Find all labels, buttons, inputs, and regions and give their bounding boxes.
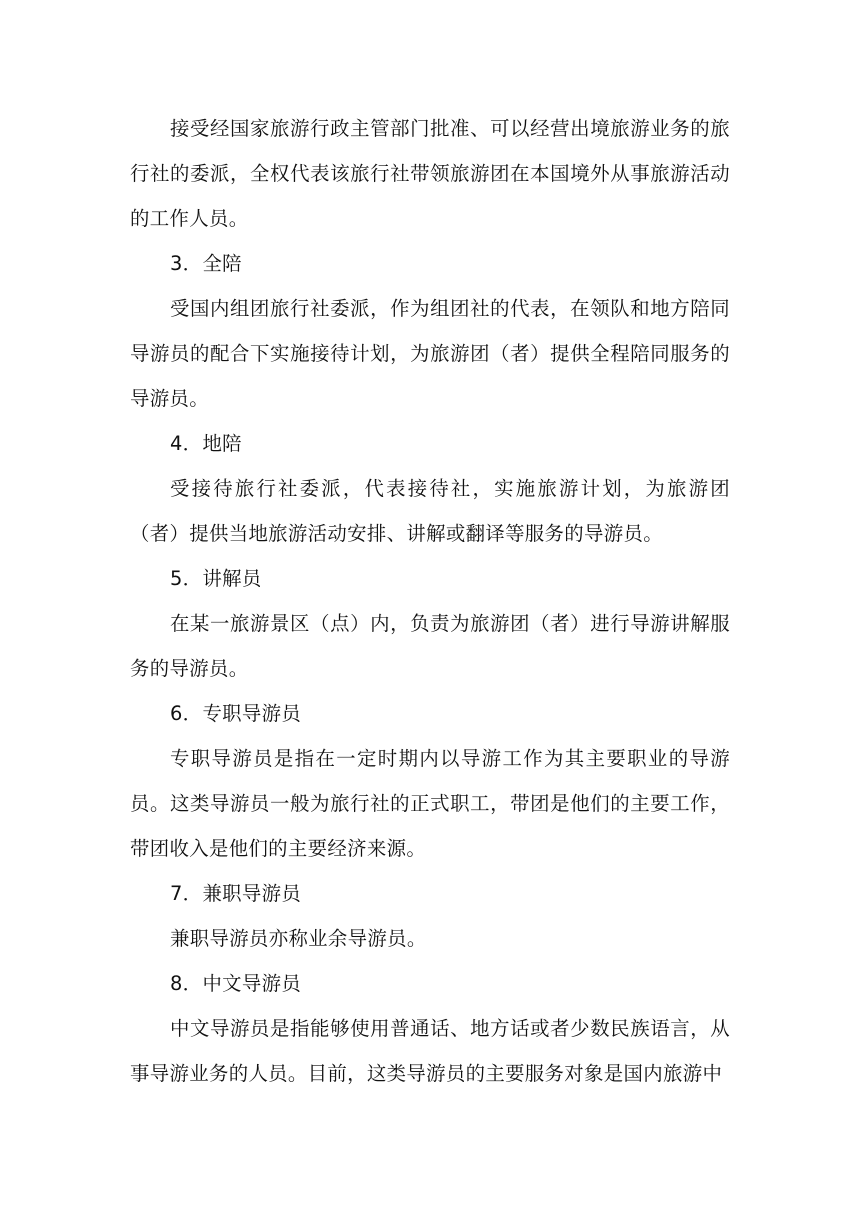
heading-number: 6．	[170, 702, 203, 725]
heading-number: 4．	[170, 432, 203, 455]
paragraph-part-time-guide-definition: 兼职导游员亦称业余导游员。	[170, 927, 427, 950]
heading-site-interpreter	[130, 556, 730, 601]
paragraph-tour-leader-definition: 接受经国家旅游行政主管部门批准、可以经营出境旅游业务的旅行社的委派，全权代表该旅行社带领旅游团在本国境外从事旅游活动的工作人员。	[130, 117, 730, 230]
heading-title: 专职导游员	[202, 702, 302, 725]
paragraph-chinese-guide-definition: 中文导游员是指能够使用普通话、地方话或者少数民族语言，从事导游业务的人员。目前，这类导游员的主要服务对象是国内旅游中	[130, 1017, 730, 1085]
document-body	[130, 106, 730, 1096]
heading-number: 8．	[170, 972, 203, 995]
paragraph-site-interpreter-definition: 在某一旅游景区（点）内，负责为旅游团（者）进行导游讲解服务的导游员。	[130, 612, 730, 680]
heading-full-time-guide	[130, 691, 730, 736]
heading-title: 兼职导游员	[202, 882, 302, 905]
heading-national-guide	[130, 241, 730, 286]
heading-title: 地陪	[202, 432, 242, 455]
heading-number: 7．	[170, 882, 203, 905]
heading-chinese-guide	[130, 961, 730, 1006]
heading-part-time-guide	[130, 871, 730, 916]
paragraph-full-time-guide-definition: 专职导游员是指在一定时期内以导游工作为其主要职业的导游员。这类导游员一般为旅行社的正式职工，带团是他们的主要工作，带团收入是他们的主要经济来源。	[130, 747, 730, 860]
heading-number: 5．	[170, 567, 203, 590]
heading-local-guide	[130, 421, 730, 466]
heading-title: 中文导游员	[202, 972, 302, 995]
paragraph-local-guide-definition: 受接待旅行社委派，代表接待社，实施旅游计划，为旅游团（者）提供当地旅游活动安排、讲解或翻译等服务的导游员。	[130, 477, 730, 545]
heading-title: 讲解员	[202, 567, 262, 590]
heading-number: 3．	[170, 252, 203, 275]
heading-title: 全陪	[202, 252, 242, 275]
paragraph-national-guide-definition: 受国内组团旅行社委派，作为组团社的代表，在领队和地方陪同导游员的配合下实施接待计划，为旅游团（者）提供全程陪同服务的导游员。	[130, 297, 730, 410]
